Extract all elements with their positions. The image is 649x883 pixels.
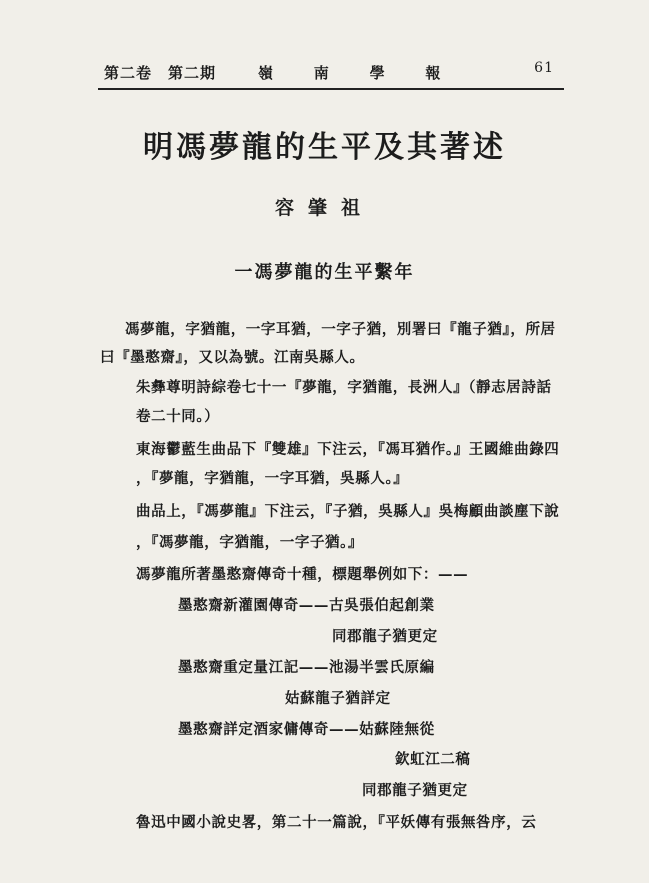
running-header — [98, 60, 558, 84]
journal-char: 報 — [425, 64, 442, 82]
body-line: 東海鬱藍生曲品下『雙雄』下注云，『馮耳猶作。』王國維曲錄四 — [136, 441, 560, 458]
body-line: 卷二十同。） — [136, 408, 220, 425]
author-name: 容肇祖 — [274, 197, 374, 219]
body-line: 墨憨齋詳定酒家傭傳奇——姑蘇陸無從 — [178, 721, 435, 738]
body-line: 墨憨齋重定量江記——池湯半雲氏原編 — [178, 659, 435, 676]
body-line: 墨憨齋新灌園傳奇——古吳張伯起創業 — [178, 597, 435, 614]
journal-name — [258, 62, 475, 83]
journal-char: 南 — [313, 64, 330, 82]
body-line: 曰『墨憨齋』，又以為號。江南吳縣人。 — [100, 349, 365, 366]
body-line: 朱彝尊明詩綜卷七十一『夢龍，字猶龍，長洲人』（靜志居詩話 — [136, 379, 552, 396]
body-line: ，『夢龍，字猶龍，一字耳猶，吳縣人。』 — [136, 470, 409, 487]
body-line: 馮夢龍，字猶龍，一字耳猶，一字子猶，別署曰『龍子猶』，所居 — [125, 321, 556, 338]
body-line: 馮夢龍所著墨憨齋傳奇十種，標題舉例如下：—— — [136, 566, 469, 583]
body-line: 曲品上，『馮夢龍』下注云，『子猶，吳縣人』吳梅顧曲談塵下說 — [136, 503, 560, 520]
body-line: 同郡龍子猶更定 — [362, 782, 468, 799]
body-line: ，『馮夢龍，字猶龍，一字子猶。』 — [136, 534, 364, 551]
section-heading: 一馮夢龍的生平繫年 — [234, 262, 415, 283]
journal-char: 嶺 — [258, 64, 275, 82]
header-rule — [98, 88, 564, 90]
body-line: 姑蘇龍子猶詳定 — [285, 690, 391, 707]
body-line: 魯迅中國小說史畧，第二十一篇說，『平妖傳有張無咎序，云 — [136, 814, 537, 831]
body-line: 欽虹江二稿 — [395, 751, 471, 768]
page-number: 61 — [534, 60, 554, 76]
body-line: 同郡龍子猶更定 — [332, 628, 438, 645]
volume-issue: 第二卷 第二期 — [104, 64, 217, 82]
journal-char: 學 — [369, 64, 386, 82]
article-title: 明馮夢龍的生平及其著述 — [143, 130, 506, 165]
